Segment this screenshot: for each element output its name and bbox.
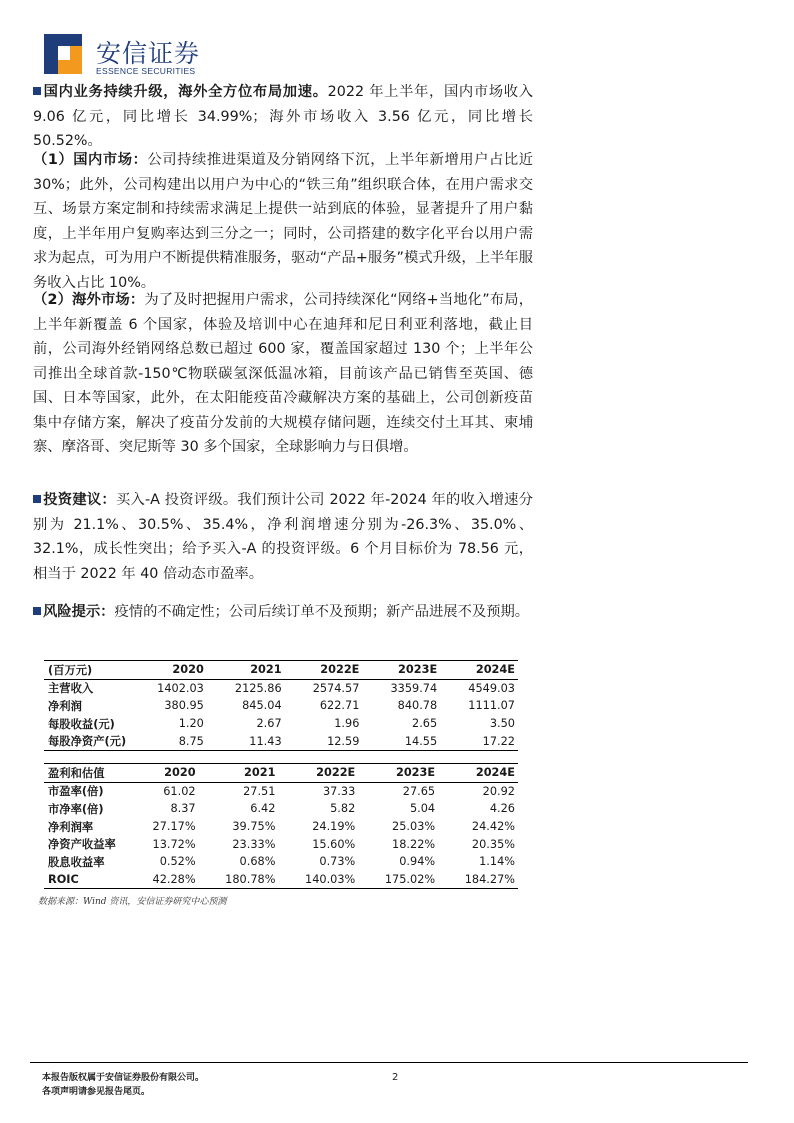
table-cell: 1.14% [479, 855, 515, 869]
table-cell: 24.42% [471, 820, 515, 834]
table-cell: 20.92 [482, 784, 515, 798]
table-cell: 1402.03 [157, 681, 204, 695]
table-header-cell: 2024E [438, 764, 518, 783]
table-cell: 6.42 [250, 802, 276, 816]
paragraph-body: 疫情的不确定性；公司后续订单不及预期；新产品进展不及预期。 [114, 604, 530, 620]
footer-copyright: 本报告版权属于安信证券股份有限公司。 [42, 1073, 205, 1083]
table-row [44, 732, 518, 750]
paragraph-domestic-market [33, 148, 533, 295]
paragraph-body: 2022 年上半年，国内市场收入 9.06 亿元，同比增长 34.99%；海外市场收入 3.56 亿元，同比增长 50.52%。 [33, 84, 534, 149]
table-cell: 0.52% [159, 855, 196, 869]
valuation-table [44, 763, 518, 889]
table-cell: 8.75 [129, 732, 207, 750]
table-cell: 3.50 [489, 717, 515, 731]
table-cell: 20.35% [471, 837, 515, 851]
table-header-cell: (百万元) [44, 661, 129, 680]
table-cell: 184.27% [438, 871, 518, 889]
table-cell: 12.59 [285, 732, 363, 750]
table-header-cell: 2024E [440, 661, 518, 680]
table-cell: 27.51 [243, 784, 276, 798]
table-header-cell: 2021 [199, 764, 279, 783]
paragraph-heading: 国内业务持续升级，海外全方位布局加速。 [43, 84, 328, 100]
table-cell: 13.72% [152, 837, 196, 851]
data-source-note: 数据来源：Wind 资讯，安信证券研究中心预测 [38, 897, 227, 907]
table-cell: 17.22 [440, 732, 518, 750]
paragraph-heading: （1）国内市场： [33, 152, 148, 168]
table-cell: 0.94% [399, 855, 436, 869]
footer-disclaimer-note: 各项声明请参见报告尾页。 [42, 1087, 151, 1097]
table-row [44, 800, 518, 818]
paragraph-heading: 风险提示： [43, 604, 115, 620]
table-cell: 140.03% [278, 871, 358, 889]
table-row [44, 782, 518, 800]
table-row [44, 835, 518, 853]
row-label: 净利润率 [48, 820, 94, 834]
table-cell: 175.02% [358, 871, 438, 889]
bullet-square-icon [33, 495, 41, 503]
bullet-square-icon [33, 607, 41, 615]
table-row [44, 697, 518, 715]
table-header-cell: 2020 [129, 661, 207, 680]
row-label: 市盈率(倍) [48, 785, 104, 799]
paragraph-heading: 投资建议： [43, 492, 116, 508]
table-cell: 1.96 [334, 717, 360, 731]
table-header-cell: 2023E [358, 764, 438, 783]
row-label: 市净率(倍) [48, 802, 104, 816]
paragraph-risk-warning [33, 600, 533, 625]
paragraph-body: 公司持续推进渠道及分销网络下沉，上半年新增用户占比近 30%；此外，公司构建出以用户为中心的“铁三角”组织联合体，在用户需求交互、场景方案定制和持续需求满足上提供一站到底的体验，显著提升了用户黏度，上半年用户复购率达到三分之一；同时，公司搭建的数字化平台以用户需求为起点，可为用户不断提供精准服务，驱动“产品+服务”模式升级，上半年服务收入占比 10%。 [33, 152, 533, 291]
row-label: 净资产收益率 [48, 838, 116, 852]
table-cell: 8.37 [170, 802, 196, 816]
table-cell: 5.04 [409, 802, 436, 816]
table-header-cell: 2022E [285, 661, 363, 680]
table-cell: 25.03% [392, 820, 436, 834]
table-cell: 11.43 [207, 732, 285, 750]
table-header-cell: 盈利和估值 [44, 764, 119, 783]
row-label: ROIC [44, 871, 119, 889]
row-label: 每股净资产(元) [44, 732, 129, 750]
table-cell: 845.04 [242, 699, 282, 713]
table-cell: 37.33 [322, 784, 356, 798]
table-row [44, 853, 518, 871]
table-cell: 622.71 [319, 699, 360, 713]
financial-summary-table [44, 660, 518, 751]
row-label: 净利润 [48, 699, 82, 713]
table-cell: 4549.03 [468, 681, 515, 695]
table-cell: 15.60% [312, 837, 356, 851]
table-cell: 24.19% [312, 820, 356, 834]
logo-mark-icon [44, 34, 82, 74]
table-cell: 39.75% [232, 820, 276, 834]
logo-chinese-name: 安信证券 [96, 39, 201, 68]
row-label: 每股收益(元) [48, 717, 115, 731]
table-cell: 840.78 [397, 699, 438, 713]
paragraph-domestic-overseas [33, 80, 533, 154]
table-row [44, 871, 518, 889]
table-cell: 5.82 [330, 802, 356, 816]
table-header-row [44, 661, 518, 680]
table-cell: 27.17% [152, 820, 196, 834]
logo-english-name: ESSENCE SECURITIES [96, 66, 196, 76]
table-cell: 42.28% [119, 871, 199, 889]
table-cell: 4.26 [489, 802, 515, 816]
table-header-cell: 2021 [207, 661, 285, 680]
table-cell: 3359.74 [390, 681, 438, 695]
paragraph-overseas-market [33, 288, 533, 460]
footer-divider [30, 1062, 748, 1063]
table-cell: 2.67 [256, 717, 282, 731]
page-number: 2 [392, 1072, 399, 1083]
table-cell: 2.65 [412, 717, 438, 731]
table-header-cell: 2023E [362, 661, 440, 680]
table-cell: 1111.07 [468, 699, 515, 713]
table-row [44, 818, 518, 836]
paragraph-heading: （2）海外市场： [33, 292, 145, 308]
table-row [44, 679, 518, 697]
row-label: 主营收入 [48, 682, 94, 696]
table-cell: 0.73% [319, 855, 356, 869]
row-label: 股息收益率 [48, 855, 105, 869]
table-cell: 2125.86 [234, 681, 282, 695]
table-cell: 0.68% [239, 855, 276, 869]
table-header-cell: 2022E [278, 764, 358, 783]
table-row [44, 715, 518, 733]
table-cell: 1.20 [178, 717, 204, 731]
table-cell: 18.22% [392, 837, 436, 851]
table-cell: 14.55 [362, 732, 440, 750]
table-header-cell: 2020 [119, 764, 199, 783]
table-cell: 380.95 [164, 699, 204, 713]
table-cell: 61.02 [163, 784, 196, 798]
paragraph-body: 买入-A 投资评级。我们预计公司 2022 年-2024 年的收入增速分别为 21.1%、30.5%、35.4%，净利润增速分别为-26.3%、35.0%、32.1%，成长性突出；给予买入-A 的投资评级。6 个月目标价为 78.56 元，相当于 2022 年 40 倍动态市盈率。 [33, 492, 534, 582]
table-cell: 180.78% [199, 871, 279, 889]
paragraph-investment-advice [33, 488, 533, 586]
company-logo [44, 34, 204, 80]
table-cell: 27.65 [402, 784, 436, 798]
bullet-square-icon [33, 87, 41, 95]
table-header-row [44, 764, 518, 783]
table-cell: 2574.57 [312, 681, 360, 695]
paragraph-body: 为了及时把握用户需求，公司持续深化“网络+当地化”布局，上半年新覆盖 6 个国家，体验及培训中心在迪拜和尼日利亚利落地，截止目前，公司海外经销网络总数已超过 600 家，覆盖国家超过 130 个；上半年公司推出全球首款-150℃物联碳氢深低温冰箱，目前该产品已销售至英国、德国、日本等国家，此外，在太阳能疫苗冷藏解决方案的基础上，公司创新疫苗集中存储方案，解决了疫苗分发前的大规模存储问题，连续交付土耳其、柬埔寨、摩洛哥、突尼斯等 30 多个国家，全球影响力与日俱增。 [33, 292, 533, 455]
table-cell: 23.33% [232, 837, 276, 851]
